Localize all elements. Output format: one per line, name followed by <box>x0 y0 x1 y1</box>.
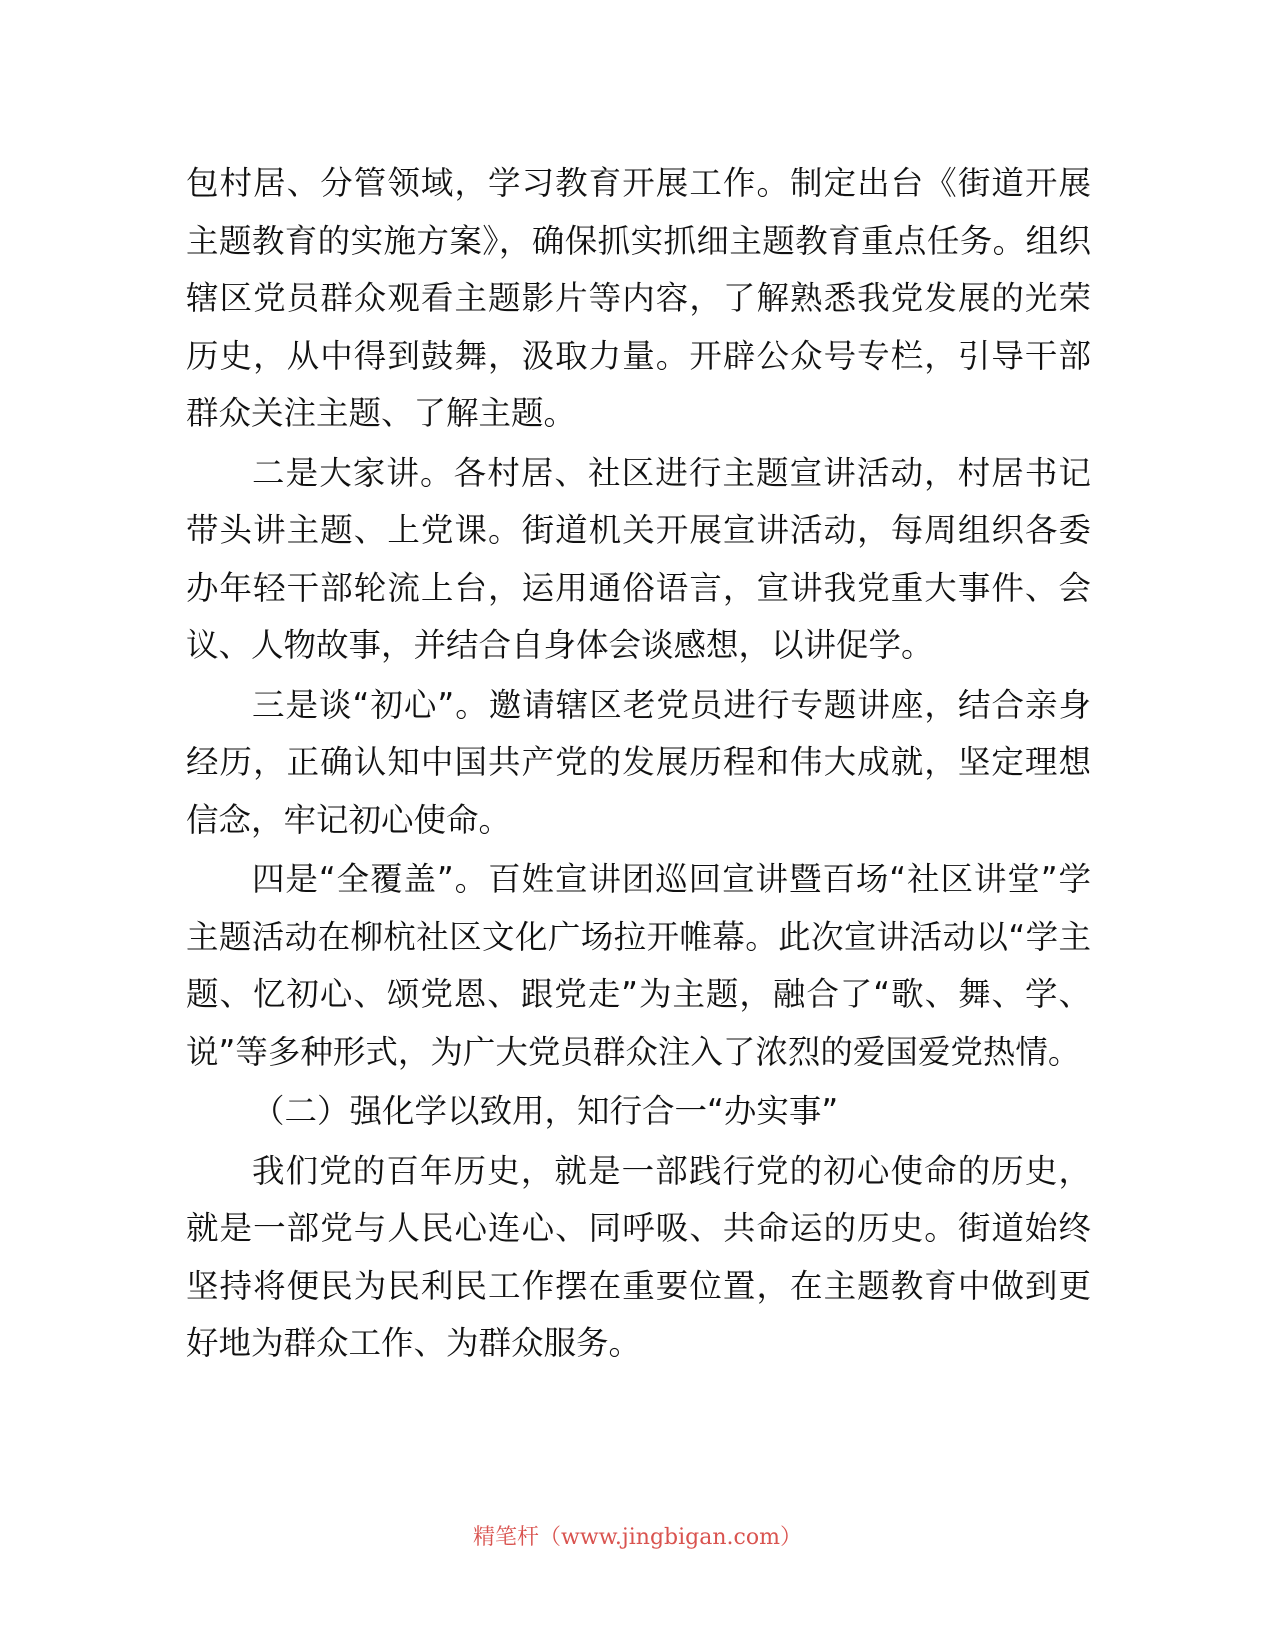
paragraph-closing: 我们党的百年历史，就是一部践行党的初心使命的历史，就是一部党与人民心连心、同呼吸、共命运的历史。街道始终坚持将便民为民利民工作摆在重要位置，在主题教育中做到更好地为群众工作、为群众服务。 <box>186 1151 1091 1362</box>
document-body <box>186 155 1091 1375</box>
paragraph-everyone-speaks: 二是大家讲。各村居、社区进行主题宣讲活动，村居书记带头讲主题、上党课。街道机关开展宣讲活动，每周组织各委办年轻干部轮流上台，运用通俗语言，宣讲我党重大事件、会议、人物故事，并结合自身体会谈感想，以讲促学。 <box>186 453 1091 664</box>
paragraph-continued: 包村居、分管领域，学习教育开展工作。制定出台《街道开展主题教育的实施方案》，确保抓实抓细主题教育重点任务。组织辖区党员群众观看主题影片等内容，了解熟悉我党发展的光荣历史，从中得到鼓舞，汲取力量。开辟公众号专栏，引导干部群众关注主题、了解主题。 <box>186 164 1091 432</box>
paragraph-full-coverage: 四是“全覆盖”。百姓宣讲团巡回宣讲暨百场“社区讲堂”学主题活动在柳杭社区文化广场拉开帷幕。此次宣讲活动以“学主题、忆初心、颂党恩、跟党走”为主题，融合了“歌、舞、学、说”等多种形式，为广大党员群众注入了浓烈的爱国爱党热情。 <box>186 860 1091 1071</box>
paragraph-original-aspiration: 三是谈“初心”。邀请辖区老党员进行专题讲座，结合亲身经历，正确认知中国共产党的发展历程和伟大成就，坚定理想信念，牢记初心使命。 <box>186 685 1091 839</box>
section-heading: （二）强化学以致用，知行合一“办实事” <box>252 1092 839 1130</box>
footer-watermark: 精笔杆（www.jingbigan.com） <box>473 1525 802 1550</box>
